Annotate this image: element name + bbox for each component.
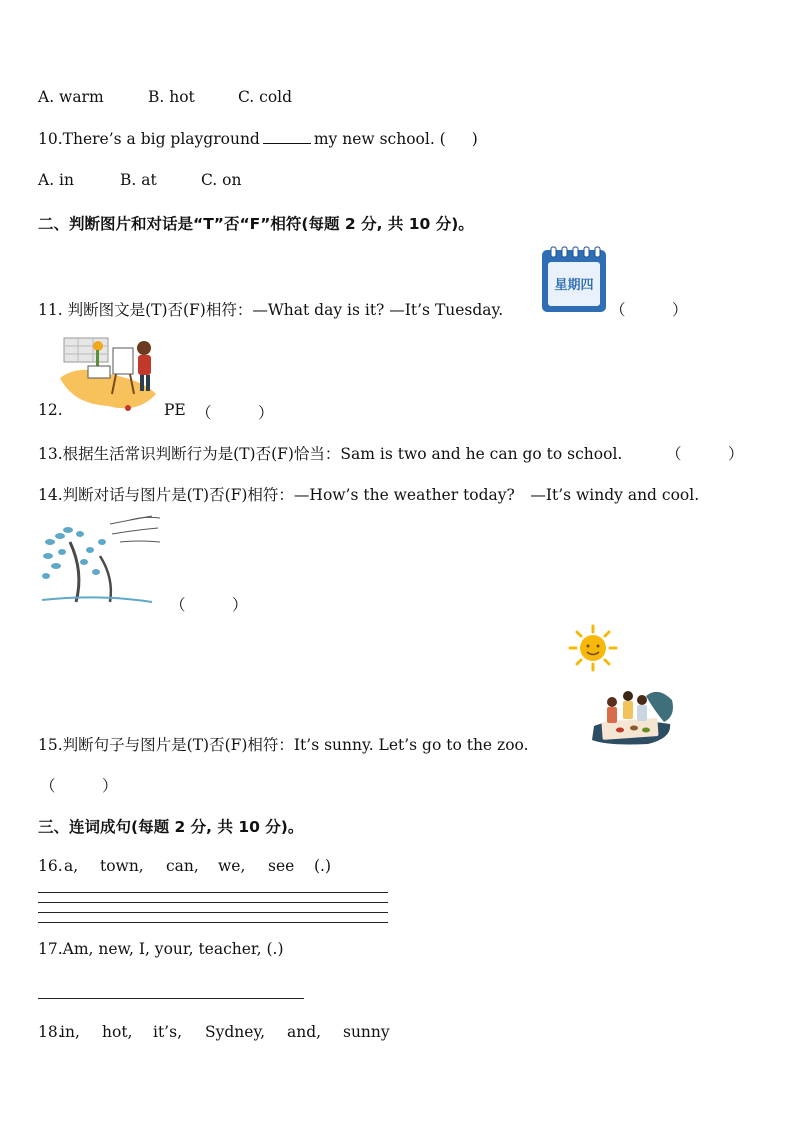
q10-stem-after: my new school. ( (313, 130, 446, 148)
q16-words (38, 857, 331, 875)
q17-answer-line[interactable] (38, 998, 304, 999)
q16-word: can, (166, 857, 199, 875)
q13-answer-paren[interactable]: （ ） (666, 445, 744, 463)
q16-number: 16. (38, 857, 63, 875)
section-3-title: 三、连词成句(每题 2 分, 共 10 分)。 (38, 818, 304, 836)
sun-picture (566, 624, 620, 672)
q10-answer-blank[interactable] (263, 131, 311, 144)
picnic-picture (588, 686, 676, 746)
windy-tree-picture (40, 512, 166, 608)
painting-class-picture (58, 334, 158, 416)
calendar-icon (540, 246, 608, 314)
q11-text-line (38, 298, 503, 320)
q16-writing-line[interactable] (38, 902, 388, 903)
q9-options (38, 88, 292, 106)
q12-number: 12. (38, 401, 63, 419)
q10-option-a: A. in (38, 171, 74, 189)
q18-number: 18. (38, 1023, 63, 1041)
q18-word: and, (287, 1023, 322, 1041)
q16-word: a, (64, 857, 79, 875)
q11-answer-paren[interactable]: （ ） (610, 301, 688, 319)
q15-text: 15.判断句子与图片是(T)否(F)相符：It’s sunny. Let’s go to the zoo. (38, 736, 529, 754)
q16-writing-line[interactable] (38, 912, 388, 913)
q17-text: 17.Am, new, I, your, teacher, (.) (38, 940, 284, 958)
q18-word: hot, (102, 1023, 133, 1041)
q10-option-b: B. at (120, 171, 157, 189)
q16-word: we, (218, 857, 246, 875)
q12-text: PE (164, 401, 186, 419)
q12-answer-paren[interactable]: （ ） (196, 404, 274, 422)
q10-options (38, 171, 241, 189)
q9-option-c: C. cold (238, 88, 293, 106)
q10-stem (38, 130, 478, 148)
calendar-label: 星期四 (554, 278, 594, 293)
q18-words (38, 1023, 390, 1041)
q18-word: in, (60, 1023, 80, 1041)
q10-paren-close: ) (471, 130, 478, 148)
q16-word: see (268, 857, 295, 875)
q10-stem-before: 10.There’s a big playground (38, 130, 260, 148)
q16-word: town, (100, 857, 144, 875)
q16-word: (.) (314, 857, 332, 875)
q13-text: 13.根据生活常识判断行为是(T)否(F)恰当：Sam is two and he can go to school. (38, 445, 623, 463)
q15-answer-paren[interactable]: （ ） (40, 777, 118, 795)
q18-word: Sydney, (205, 1023, 266, 1041)
q18-word: it’s, (153, 1023, 182, 1041)
q11-text: 11. 判断图文是(T)否(F)相符：—What day is it? —It’s Tuesday. (38, 301, 504, 319)
q18-word: sunny (343, 1023, 390, 1041)
q14-answer-paren[interactable]: （ ） (170, 596, 248, 614)
q9-option-b: B. hot (148, 88, 195, 106)
q16-writing-line[interactable] (38, 892, 388, 893)
q9-option-a: A. warm (38, 88, 104, 106)
q14-text: 14.判断对话与图片是(T)否(F)相符：—How’s the weather today? —It’s windy and cool. (38, 486, 700, 504)
section-2-title: 二、判断图片和对话是“T”否“F”相符(每题 2 分, 共 10 分)。 (38, 215, 474, 233)
q10-option-c: C. on (201, 171, 242, 189)
q16-writing-line[interactable] (38, 922, 388, 923)
